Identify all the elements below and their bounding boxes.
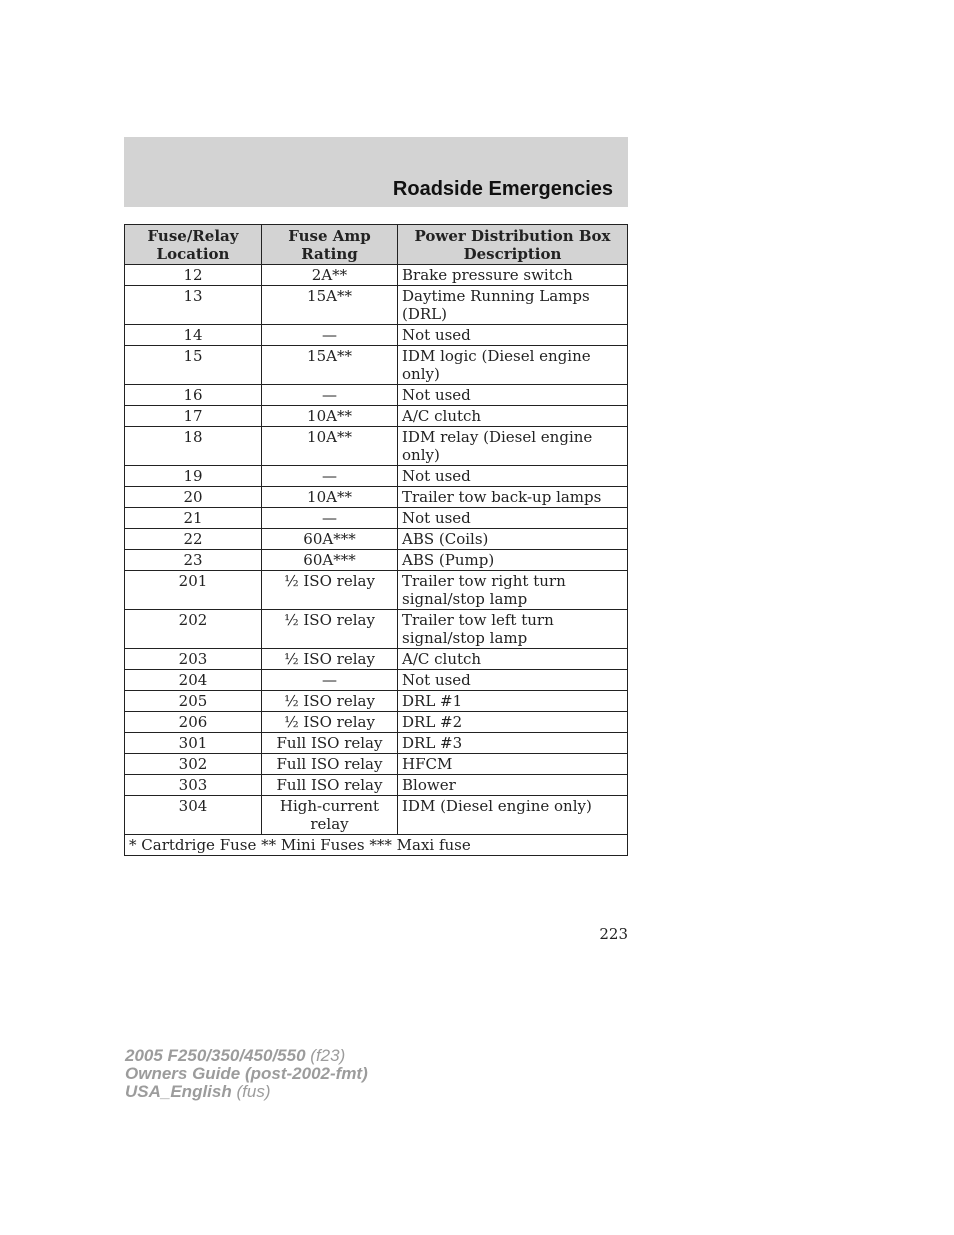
table-row xyxy=(125,385,628,406)
cell-location: 206 xyxy=(125,712,262,733)
cell-location: 202 xyxy=(125,610,262,649)
cell-description: Not used xyxy=(398,508,628,529)
cell-rating: ½ ISO relay xyxy=(262,610,398,649)
table-row xyxy=(125,529,628,550)
doc-info-line-3 xyxy=(125,1083,368,1101)
cell-description: A/C clutch xyxy=(398,649,628,670)
model-text: 2005 F250/350/450/550 xyxy=(125,1046,306,1065)
guide-text: Owners Guide (post-2002-fmt) xyxy=(125,1064,368,1083)
cell-description: ABS (Coils) xyxy=(398,529,628,550)
cell-location: 302 xyxy=(125,754,262,775)
cell-rating: 60A*** xyxy=(262,550,398,571)
cell-rating: ½ ISO relay xyxy=(262,649,398,670)
doc-info-line-1 xyxy=(125,1047,368,1065)
cell-rating: ½ ISO relay xyxy=(262,691,398,712)
section-header-band xyxy=(124,137,628,207)
cell-description: IDM relay (Diesel engine only) xyxy=(398,427,628,466)
cell-description: Trailer tow right turn signal/stop lamp xyxy=(398,571,628,610)
cell-rating: 2A** xyxy=(262,265,398,286)
table-row xyxy=(125,796,628,835)
cell-description: Not used xyxy=(398,466,628,487)
cell-location: 13 xyxy=(125,286,262,325)
table-row xyxy=(125,466,628,487)
model-code: (f23) xyxy=(310,1046,346,1065)
cell-rating: ½ ISO relay xyxy=(262,712,398,733)
section-title: Roadside Emergencies xyxy=(392,178,613,200)
language-code: (fus) xyxy=(236,1082,271,1101)
document-info xyxy=(125,1047,368,1101)
cell-location: 17 xyxy=(125,406,262,427)
cell-description: DRL #1 xyxy=(398,691,628,712)
table-row xyxy=(125,610,628,649)
cell-location: 16 xyxy=(125,385,262,406)
cell-location: 12 xyxy=(125,265,262,286)
page-number: 223 xyxy=(599,925,628,943)
table-row xyxy=(125,670,628,691)
cell-description: A/C clutch xyxy=(398,406,628,427)
cell-location: 301 xyxy=(125,733,262,754)
cell-description: Not used xyxy=(398,385,628,406)
cell-location: 22 xyxy=(125,529,262,550)
cell-rating: Full ISO relay xyxy=(262,775,398,796)
table-row xyxy=(125,691,628,712)
cell-rating: 15A** xyxy=(262,286,398,325)
cell-location: 19 xyxy=(125,466,262,487)
table-footnote: * Cartdrige Fuse ** Mini Fuses *** Maxi fuse xyxy=(125,835,628,856)
cell-description: HFCM xyxy=(398,754,628,775)
cell-rating: 15A** xyxy=(262,346,398,385)
column-header-description: Power Distribution Box Description xyxy=(398,225,628,265)
cell-description: IDM logic (Diesel engine only) xyxy=(398,346,628,385)
cell-location: 21 xyxy=(125,508,262,529)
table-row xyxy=(125,427,628,466)
cell-description: Trailer tow left turn signal/stop lamp xyxy=(398,610,628,649)
table-row xyxy=(125,712,628,733)
table-row xyxy=(125,649,628,670)
table-footnote-row xyxy=(125,835,628,856)
cell-description: Not used xyxy=(398,670,628,691)
cell-location: 23 xyxy=(125,550,262,571)
cell-description: Trailer tow back-up lamps xyxy=(398,487,628,508)
cell-description: DRL #3 xyxy=(398,733,628,754)
cell-rating: — xyxy=(262,670,398,691)
table-row xyxy=(125,286,628,325)
cell-description: Brake pressure switch xyxy=(398,265,628,286)
table-row xyxy=(125,487,628,508)
cell-location: 14 xyxy=(125,325,262,346)
table-body xyxy=(125,265,628,835)
table-row xyxy=(125,325,628,346)
table-row xyxy=(125,265,628,286)
cell-description: Blower xyxy=(398,775,628,796)
cell-rating: 10A** xyxy=(262,406,398,427)
column-header-location: Fuse/Relay Location xyxy=(125,225,262,265)
cell-location: 303 xyxy=(125,775,262,796)
table-row xyxy=(125,775,628,796)
column-header-rating: Fuse Amp Rating xyxy=(262,225,398,265)
table-row xyxy=(125,754,628,775)
cell-description: DRL #2 xyxy=(398,712,628,733)
table-row xyxy=(125,406,628,427)
cell-location: 18 xyxy=(125,427,262,466)
language-text: USA_English xyxy=(125,1082,232,1101)
cell-rating: — xyxy=(262,508,398,529)
cell-rating: Full ISO relay xyxy=(262,733,398,754)
cell-location: 20 xyxy=(125,487,262,508)
table-row xyxy=(125,346,628,385)
cell-location: 15 xyxy=(125,346,262,385)
table-row xyxy=(125,733,628,754)
table-row xyxy=(125,508,628,529)
cell-rating: 60A*** xyxy=(262,529,398,550)
cell-rating: ½ ISO relay xyxy=(262,571,398,610)
cell-location: 201 xyxy=(125,571,262,610)
cell-rating: 10A** xyxy=(262,427,398,466)
cell-rating: High-current relay xyxy=(262,796,398,835)
cell-location: 205 xyxy=(125,691,262,712)
cell-description: Daytime Running Lamps (DRL) xyxy=(398,286,628,325)
cell-rating: Full ISO relay xyxy=(262,754,398,775)
cell-description: IDM (Diesel engine only) xyxy=(398,796,628,835)
table-header-row xyxy=(125,225,628,265)
table-row xyxy=(125,550,628,571)
cell-rating: — xyxy=(262,466,398,487)
doc-info-line-2 xyxy=(125,1065,368,1083)
cell-location: 203 xyxy=(125,649,262,670)
table-row xyxy=(125,571,628,610)
cell-location: 304 xyxy=(125,796,262,835)
cell-rating: — xyxy=(262,325,398,346)
cell-rating: — xyxy=(262,385,398,406)
cell-rating: 10A** xyxy=(262,487,398,508)
cell-description: Not used xyxy=(398,325,628,346)
cell-description: ABS (Pump) xyxy=(398,550,628,571)
fuse-table xyxy=(124,224,628,856)
cell-location: 204 xyxy=(125,670,262,691)
